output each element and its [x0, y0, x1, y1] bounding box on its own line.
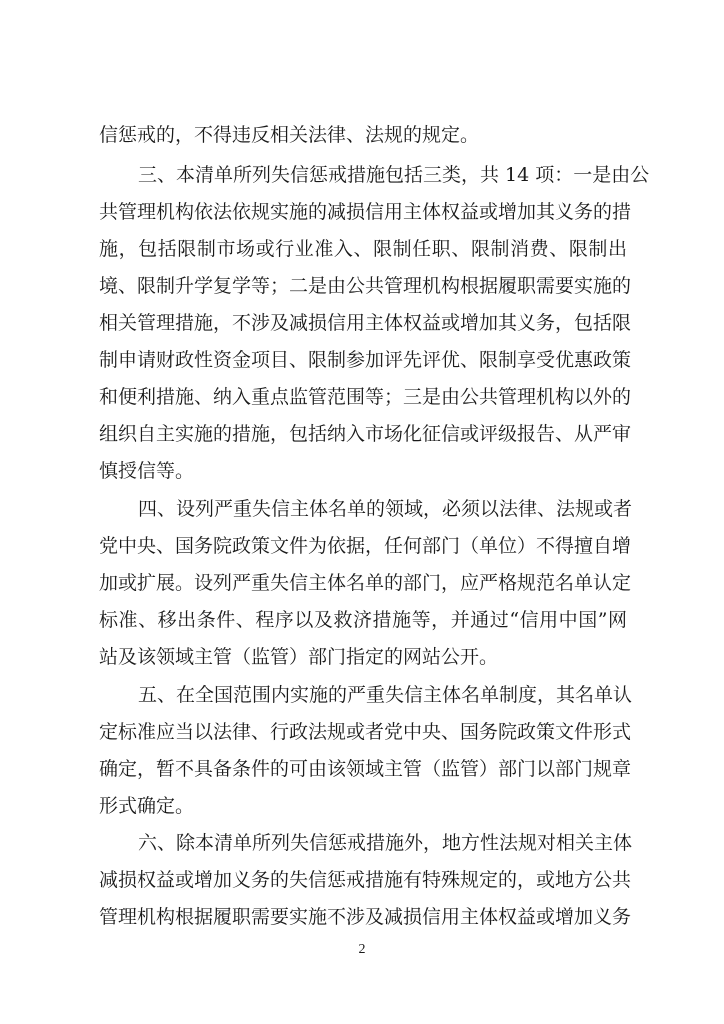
text-line: 组织自主实施的措施，包括纳入市场化征信或评级报告、从严审: [99, 423, 632, 445]
text-line: 信惩戒的，不得违反相关法律、法规的规定。: [99, 124, 480, 146]
text-line: 形式确定。: [99, 795, 195, 817]
text-line: 施，包括限制市场或行业准入、限制任职、限制消费、限制出: [99, 238, 627, 260]
text-line: 党中央、国务院政策文件为依据，任何部门（单位）不得擅自增: [99, 535, 632, 557]
paragraph-6-start-line: 六、除本清单所列失信惩戒措施外，地方性法规对相关主体: [138, 832, 633, 854]
text-line: 确定，暂不具备条件的可由该领域主管（监管）部门以部门规章: [99, 758, 632, 780]
text-line: 境、限制升学复学等；二是由公共管理机构根据履职需要实施的: [99, 275, 632, 297]
text-line: 站及该领域主管（监管）部门指定的网站公开。: [99, 646, 499, 668]
page-number: 2: [358, 942, 366, 957]
text-line: 共管理机构依法依规实施的减损信用主体权益或增加其义务的措: [99, 201, 632, 223]
text-line: 加或扩展。设列严重失信主体名单的部门，应严格规范名单认定: [99, 572, 632, 594]
paragraph-4-start-line: 四、设列严重失信主体名单的领域，必须以法律、法规或者: [138, 498, 633, 520]
text-line: 慎授信等。: [99, 460, 195, 482]
text-line: 定标准应当以法律、行政法规或者党中央、国务院政策文件形式: [99, 721, 632, 743]
text-line: 制申请财政性资金项目、限制参加评先评优、限制享受优惠政策: [99, 349, 632, 371]
text-line: 标准、移出条件、程序以及救济措施等，并通过“信用中国”网: [99, 609, 627, 631]
paragraph-5-start-line: 五、在全国范围内实施的严重失信主体名单制度，其名单认: [138, 684, 633, 706]
text-line: 相关管理措施，不涉及减损信用主体权益或增加其义务，包括限: [99, 312, 632, 334]
text-line: 管理机构根据履职需要实施不涉及减损信用主体权益或增加义务: [99, 906, 632, 928]
paragraph-3-start-line: 三、本清单所列失信惩戒措施包括三类，共 14 项：一是由公: [138, 164, 650, 186]
text-line: 减损权益或增加义务的失信惩戒措施有特殊规定的，或地方公共: [99, 869, 632, 891]
text-line: 和便利措施、纳入重点监管范围等；三是由公共管理机构以外的: [99, 386, 632, 408]
